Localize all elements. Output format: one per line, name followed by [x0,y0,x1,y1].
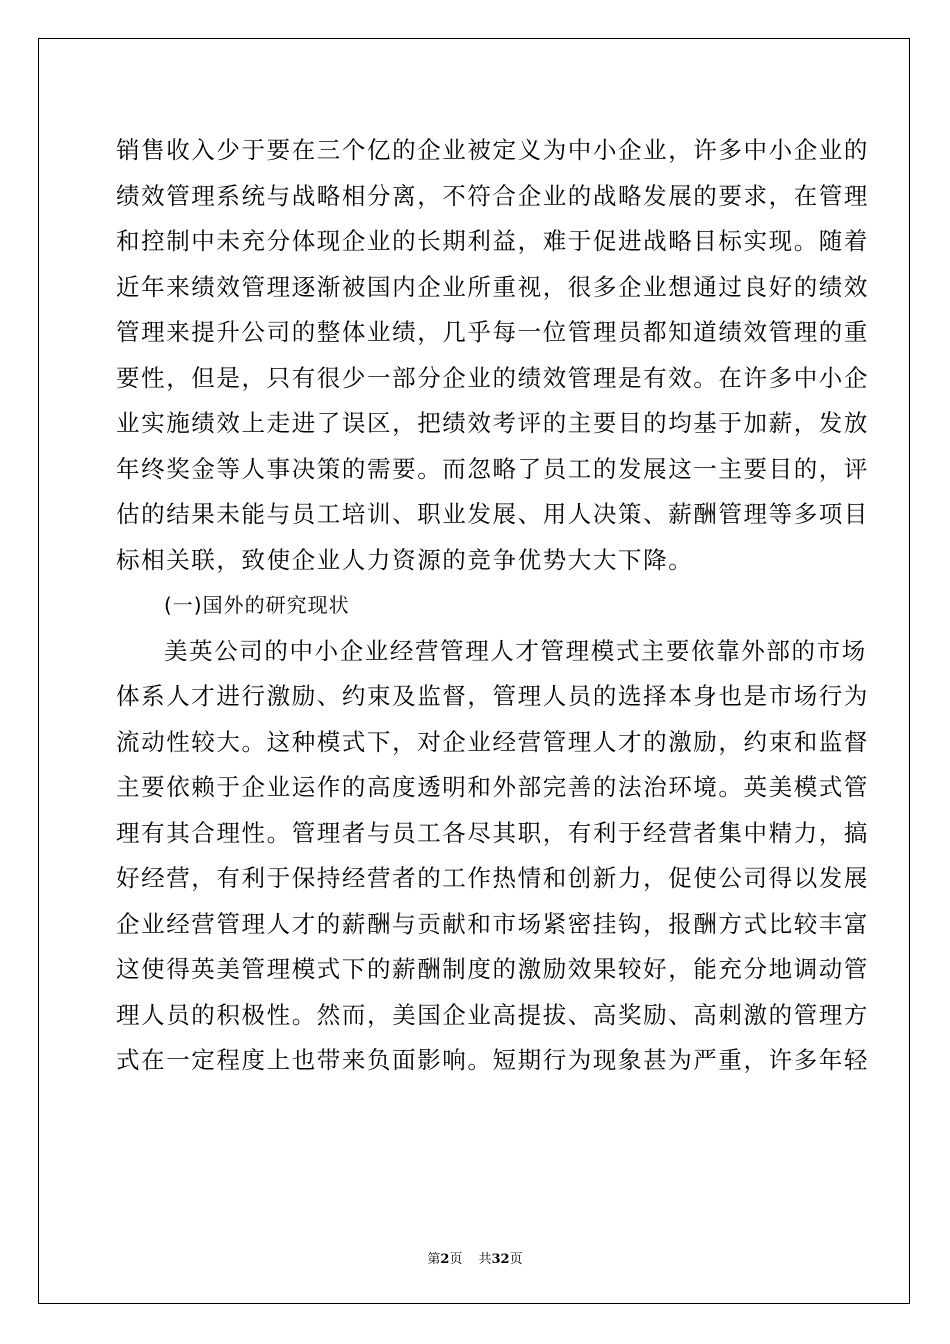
paragraph-line: 销售收入少于要在三个亿的企业被定义为中小企业，许多中小企业的 [116,136,869,164]
paragraph-line: 理有其合理性。管理者与员工各尽其职，有利于经营者集中精力，搞 [116,818,869,847]
footer-page-suffix: 页 [449,1252,463,1267]
total-page-count: 32 [491,1252,510,1267]
paragraph-line: 绩效管理系统与战略相分离，不符合企业的战略发展的要求，在管理 [116,181,869,210]
paragraph-line: 体系人才进行激励、约束及监督，管理人员的选择本身也是市场行为 [116,682,869,710]
paragraph-line: 这使得英美管理模式下的薪酬制度的激励效果较好，能充分地调动管 [116,955,869,983]
footer-total-prefix: 共 [478,1252,492,1267]
paragraph-line: 企业经营管理人才的薪酬与贡献和市场紧密挂钩，报酬方式比较丰富 [116,909,869,938]
paragraph-line: 要性，但是，只有很少一部分企业的绩效管理是有效。在许多中小企 [116,363,869,392]
paragraph-line: 式在一定程度上也带来负面影响。短期行为现象甚为严重，许多年轻 [116,1046,869,1074]
paragraph-line: 管理来提升公司的整体业绩，几乎每一位管理员都知道绩效管理的重 [116,318,869,346]
paragraph-line: 理人员的积极性。然而，美国企业高提拔、高奖励、高刺激的管理方 [116,1000,869,1029]
document-body [116,128,869,1084]
paragraph-line: 近年来绩效管理逐渐被国内企业所重视，很多企业想通过良好的绩效 [116,272,869,301]
paragraph-line: 好经营，有利于保持经营者的工作热情和创新力，促使公司得以发展 [116,864,869,892]
footer-total-suffix: 页 [509,1252,523,1267]
paragraph-line: 估的结果未能与员工培训、职业发展、用人决策、薪酬管理等多项目 [116,500,869,528]
paragraph-line: 业实施绩效上走进了误区，把绩效考评的主要目的均基于加薪，发放 [116,409,869,437]
paragraph-2 [116,629,869,1084]
paragraph-line: 年终奖金等人事决策的需要。而忽略了员工的发展这一主要目的，评 [116,454,869,483]
paragraph-1 [116,128,869,583]
section-heading: (一)国外的研究现状 [164,593,350,617]
current-page-number: 2 [440,1252,450,1267]
paragraph-line: 标相关联，致使企业人力资源的竞争优势大大下降。 [116,545,694,574]
paragraph-line: 主要依赖于企业运作的高度透明和外部完善的法治环境。英美模式管 [116,773,869,801]
paragraph-line: 美英公司的中小企业经营管理人才管理模式主要依靠外部的市场 [164,636,867,665]
footer-prefix: 第 [427,1252,441,1267]
paragraph-line: 和控制中未充分体现企业的长期利益，难于促进战略目标实现。随着 [116,227,869,255]
paragraph-line: 流动性较大。这种模式下，对企业经营管理人才的激励，约束和监督 [116,727,869,756]
page-footer [0,1248,950,1267]
